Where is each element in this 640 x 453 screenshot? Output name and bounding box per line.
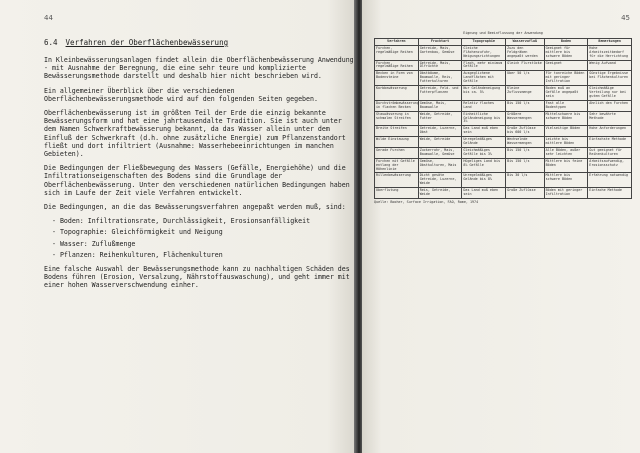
table-cell: Bis 150 l/s bbox=[506, 100, 545, 111]
table-cell: Das Land muß eben sein bbox=[462, 188, 506, 199]
table-cell: Gerade Furchen bbox=[375, 147, 419, 158]
table-cell: Ähnlich den Furchen bbox=[588, 100, 632, 111]
paragraph: Ein allgemeiner Überblick über die verschiedenen Oberflächenbewässerungsmethode wird auf den folgenden Seiten gegeben. bbox=[44, 86, 318, 103]
table-cell: Dicht gesäte Getreide, Luzerne, Weide bbox=[418, 173, 462, 188]
table-cell: Leichte bis mittlere Böden bbox=[544, 137, 588, 148]
table-cell: Alle Böden, außer sehr leichten bbox=[544, 147, 588, 158]
table-cell: Hohe Anforderungen bbox=[588, 126, 632, 137]
table-cell: Getreide, Mais, Gartenbau, Gemüse bbox=[418, 45, 462, 60]
table-cell: Ausgeglichene Landflächen mit Gefälle bbox=[462, 71, 506, 86]
table-cell: Bis 150 l/s bbox=[506, 158, 545, 173]
table-cell: Getreide, Mais, Ölfrüchte bbox=[418, 60, 462, 71]
table-cell: Einfachste Methode bbox=[588, 137, 632, 148]
body-text bbox=[44, 56, 356, 296]
table-cell: Rillenbewässerung bbox=[375, 173, 419, 188]
table-cell: Kleine Zuflussmenge bbox=[506, 86, 545, 101]
table-row bbox=[375, 126, 632, 137]
table-cell: Vielseitige Böden bbox=[544, 126, 588, 137]
table-header-cell: Wasserzufluß bbox=[506, 38, 545, 45]
table-cell: Gleichmäßige Verteilung nur bei gutem Gefälle bbox=[588, 86, 632, 101]
table-cell: Gut geeignet für Reihenkulturen bbox=[588, 147, 632, 158]
paragraph: Die Bedingungen der Fließbewegung des Wassers (Gefälle, Energiehöhe) und die Infiltrationseigenschaften des Bodens sind die Grundlage der Oberflächenbewässerung. Unter den verschiedenen natürlichen Bedingungen haben sich im Laufe der Zeit viele Verfahren entwickelt. bbox=[44, 164, 350, 197]
table-cell: Unregelmäßiges Gelände bbox=[462, 137, 506, 148]
list-item: - Wasser: Zuflußmenge bbox=[62, 240, 356, 248]
conditions-list bbox=[44, 217, 356, 259]
irrigation-table-block bbox=[374, 32, 632, 205]
table-row bbox=[375, 188, 632, 199]
table-row bbox=[375, 111, 632, 126]
table-header-cell: Fruchtart bbox=[418, 38, 462, 45]
table-cell: Einfache Methode bbox=[588, 188, 632, 199]
list-item: - Pflanzen: Reihenkulturen, Flächenkulturen bbox=[62, 251, 356, 259]
table-row bbox=[375, 71, 632, 86]
table-cell: Relativ flaches Land bbox=[462, 100, 506, 111]
table-cell: Gemüse, Obstkulturen, Mais bbox=[418, 158, 462, 173]
section-number: 6.4 bbox=[44, 38, 58, 47]
table-cell: Furchen, regelmäßige Reihen bbox=[375, 45, 419, 60]
table-cell: Getreide, Feld- und Futterpflanzen bbox=[418, 86, 462, 101]
table-cell: Weide, Getreide, Futter bbox=[418, 111, 462, 126]
paragraph: Oberflächenbewässerung ist im größten Teil der Erde die einzig bekannte Bewässerungsform und hat eine jahrtausendalte Tradition. Sie ist auch unter dem Namen Schwerkraftbewässerung bekannt, da das Wasser allein unter dem Einfluß der Schwerkraft (d.h. ohne zusätzliche Energie) zum Pflanzenstandort fließt und dort infiltriert (Ausnahme: Wasserhebeeinrichtungen im manchen Gebieten). bbox=[44, 109, 346, 159]
table-cell: Furchen, regelmäßige Reihen bbox=[375, 60, 419, 71]
table-caption: Eignung und Beeinflussung der Anwendung bbox=[463, 31, 543, 35]
table-cell: Über 50 l/s bbox=[506, 71, 545, 86]
right-page bbox=[362, 0, 640, 453]
table-cell: Große Zuflüsse bbox=[506, 188, 545, 199]
table-cell: Obstbäume, Baumwolle, Reis, Futterkulturen bbox=[418, 71, 462, 86]
paragraph: Die Bedingungen, an die das Bewässerungsverfahren angepaßt werden muß, sind: bbox=[44, 203, 346, 212]
table-cell: Flach, mehr minimum Gefälle bbox=[462, 60, 506, 71]
table-cell: Getreide, Luzerne, Obst bbox=[418, 126, 462, 137]
table-cell: Sehr bewährte Methode bbox=[588, 111, 632, 126]
table-cell: Mittelschwere bis schwere Böden bbox=[544, 111, 588, 126]
table-cell: Zuckerrohr, Mais, Baumwolle, Gemüse bbox=[418, 147, 462, 158]
table-cell: Günstige Ergebnisse bei Flächenkulturen bbox=[588, 71, 632, 86]
table-header-row bbox=[375, 38, 632, 45]
table-cell: Für tonreiche Böden mit geringer Infiltration bbox=[544, 71, 588, 86]
section-title: Verfahren der Oberflächenbewässerung bbox=[65, 38, 229, 47]
table-cell: Geeignet bbox=[544, 60, 588, 71]
table-cell: Gleiche Flächenzufuhr, Neigungsrichtungen bbox=[462, 45, 506, 60]
table-cell: Gemüse, Mais, Baumwolle bbox=[418, 100, 462, 111]
table-cell: Zuzu den Feldgräben angepaßt werden bbox=[506, 45, 545, 60]
table-cell: Unregelmäßiges Gelände bis 8% bbox=[462, 173, 506, 188]
table-cell: Furchen mit Gefälle entlang der Höhenlinie bbox=[375, 158, 419, 173]
table-cell: Große Zuflüsse bis 600 l/s bbox=[506, 126, 545, 137]
table-cell: Stauwässerung in schmalen Streifen bbox=[375, 111, 419, 126]
section-heading bbox=[44, 38, 228, 47]
irrigation-methods-table bbox=[374, 38, 632, 199]
table-cell: Hohe Arbeitszeitbedarf für die Herrichtung bbox=[588, 45, 632, 60]
table-row bbox=[375, 137, 632, 148]
list-item: - Boden: Infiltrationsrate, Durchlässigkeit, Erosionsanfälligkeit bbox=[62, 217, 356, 225]
table-cell: Durchströmbewässerung in flachen Becken bbox=[375, 100, 419, 111]
table-header-cell: Verfahren bbox=[375, 38, 419, 45]
table-cell: Wenig Aufwand bbox=[588, 60, 632, 71]
table-cell: Böden mit geringer Infiltration bbox=[544, 188, 588, 199]
table-row bbox=[375, 147, 632, 158]
table-cell: Fast alle Bodentypen bbox=[544, 100, 588, 111]
table-header-cell: Boden bbox=[544, 38, 588, 45]
table-cell: Wechselnde Wassermengen bbox=[506, 137, 545, 148]
table-cell: Bis 150 l/s bbox=[506, 147, 545, 158]
table-cell: Arbeitsaufwendig, Erosionsschutz bbox=[588, 158, 632, 173]
table-cell: Nur Geländeneigung bis ca. 5% bbox=[462, 86, 506, 101]
table-row bbox=[375, 173, 632, 188]
table-cell: Hügeliges Land bis 8% Gefälle bbox=[462, 158, 506, 173]
table-header-cell: Bemerkungen bbox=[588, 38, 632, 45]
table-row bbox=[375, 100, 632, 111]
table-row bbox=[375, 60, 632, 71]
table-cell: Mittlere bis feine Böden bbox=[544, 158, 588, 173]
table-cell: Reis, Getreide, Weide bbox=[418, 188, 462, 199]
table-cell: Das Land muß eben sein bbox=[462, 126, 506, 137]
table-cell: Erfahrung notwendig bbox=[588, 173, 632, 188]
table-row bbox=[375, 86, 632, 101]
table-cell: Wilde Einstauung bbox=[375, 137, 419, 148]
table-cell: Breite Streifen bbox=[375, 126, 419, 137]
table-cell: Gleich Flurstücke bbox=[506, 60, 545, 71]
table-cell: Einheitliche Geländeneigung bis 3% bbox=[462, 111, 506, 126]
paragraph: In Kleinbewässerungsanlagen findet allein die Oberflächenbewässerung Anwendung - mit Ausnahme der Beregnung, die eine sehr teure und komplizierte Bewässerungsmethode darstellt und deshalb hier nicht beschrieben wird. bbox=[44, 56, 354, 81]
table-source-note: Quelle: Booher, Surface Irrigation, FAO, Rome, 1974 bbox=[374, 200, 479, 204]
table-cell: Boden muß an Gefälle angepaßt sein bbox=[544, 86, 588, 101]
closing-paragraph: Eine falsche Auswahl der Bewässerungsmethode kann zu nachhaltigen Schäden des Bodens führen (Erosion, Versalzung, Nährstoffauswaschung), und geht immer mit einer hohen Wasserverschwendung einher. bbox=[44, 265, 350, 290]
table-header-cell: Topographie bbox=[462, 38, 506, 45]
table-cell: Überflutung bbox=[375, 188, 419, 199]
table-row bbox=[375, 45, 632, 60]
table-cell: Geeignet für mittlere bis schwere Böden bbox=[544, 45, 588, 60]
table-cell: Korbbewässerung bbox=[375, 86, 419, 101]
table-cell: Bis 30 l/s bbox=[506, 173, 545, 188]
table-cell: Weide, Getreide bbox=[418, 137, 462, 148]
table-cell: Becken in Form von Bodensteine bbox=[375, 71, 419, 86]
table-cell: Größere Wassermengen bbox=[506, 111, 545, 126]
table-cell: Gleichmäßiges Gefälle bis 3% bbox=[462, 147, 506, 158]
page-number-right: 45 bbox=[621, 14, 630, 22]
list-item: - Topographie: Gleichförmigkeit und Neigung bbox=[62, 228, 356, 236]
table-cell: Mittlere bis schwere Böden bbox=[544, 173, 588, 188]
table-row bbox=[375, 158, 632, 173]
page-number-left: 44 bbox=[44, 14, 53, 22]
